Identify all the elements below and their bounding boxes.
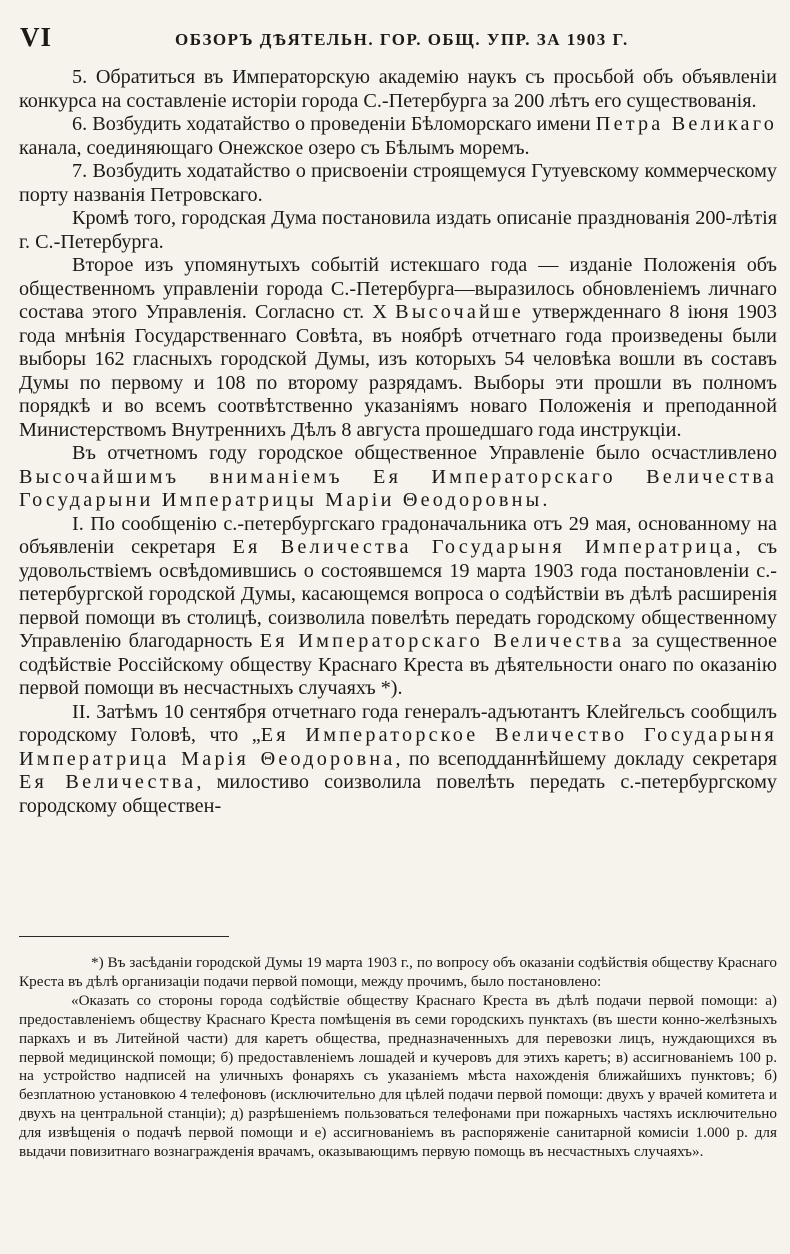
paragraph-text: Второе изъ упомянутыхъ событій истекшаго года — изданіе Положенія объ общественномъ управленіи города С.-Петербурга—выразилось обновленіемъ личнаго состава этого Управленія. Согласно ст. X: [19, 254, 777, 323]
paragraph-text: , милостиво соизволила повелѣть передать с.-петербургскому городскому обществен-: [19, 771, 777, 817]
spaced-title: Ея Императорскаго Величества: [259, 630, 625, 652]
paragraph-text: II. Затѣмъ 10 сентября отчетнаго года генералъ-адъютантъ Клейгельсъ сообщилъ городскому Головѣ, что „: [19, 700, 777, 746]
paragraph-text: , по всеподданнѣйшему докладу секретаря: [395, 747, 777, 770]
paragraph-text: за существенное содѣйствіе Россійскому обществу Краснаго Креста въ дѣятельности онаго по оказанію первой помощи въ несчастныхъ случаяхъ *).: [19, 630, 777, 699]
page-header: [20, 22, 772, 52]
paragraph-text: 6. Возбудить ходатайство о проведеніи Бѣломорскаго имени: [72, 113, 596, 135]
running-title: ОБЗОРЪ ДѢЯТЕЛЬН. ГОР. ОБЩ. УПР. ЗА 1903 Г.: [175, 30, 629, 49]
spaced-title: Ея Величества Государыня Императрица: [232, 536, 736, 558]
paragraph-text: утвержденнаго 8 іюня 1903 года мнѣнія Государственнаго Совѣта, въ ноябрѣ отчетнаго года произведены были выборы 162 гласныхъ городской Думы, изъ которыхъ 54 человѣка вошли въ составъ Думы по первому и 108 по второму разрядамъ. Выборы эти прошли въ полномъ порядкѣ и во всемъ соотвѣтственно указаніямъ новаго Положенія и преподанной Министерствомъ Внутреннихъ Дѣлъ 8 августа прошедшаго года инструкціи.: [19, 301, 777, 441]
paragraph-section-ii: [19, 701, 777, 819]
paragraph-text: канала, соединяющаго Онежское озеро съ Бѣлымъ моремъ.: [19, 136, 530, 159]
footnote-quote: «Оказать со стороны города содѣйствіе обществу Краснаго Креста въ дѣлѣ подачи первой помощи: а) предоставленіемъ обществу Краснаго Креста помѣщенія въ семи городскихъ пунктахъ (въ шести конно-желѣзныхъ паркахъ и въ Литейной части) для каретъ общества, предназначенныхъ для перевозки лицъ, нуждающихся въ первой медицинской помощи; б) предоставленіемъ лошадей и кучеровъ для этихъ каретъ; в) ассигнованіемъ 100 р. на устройство надписей на уличныхъ фонаряхъ съ указаніемъ мѣста нахожденія ближайшихъ пунктовъ; б) безплатною установкою 4 телефоновъ (исключительно для цѣлей подачи первой помощи: двухъ у врачей комитета и двухъ на центральной станціи); д) разрѣшеніемъ пользоваться телефонами при пожарныхъ частяхъ исключительно для извѣщенія о подачѣ первой помощи и е) ассигнованіемъ въ распоряженіе санитарной комисіи 1.000 р. для выдачи повизитнаго вознагражденія врачамъ, оказывающимъ первую помощь въ несчастныхъ случаяхъ».: [19, 991, 777, 1161]
paragraph-item-7: 7. Возбудить ходатайство о присвоеніи строящемуся Гутуевскому коммерческому порту названія Петровскаго.: [19, 160, 777, 206]
spaced-title: Ея Величества: [19, 771, 197, 793]
spaced-title: Ея Императорское Величество Государыня Императрица Марія Θеодоровна: [19, 724, 777, 770]
spaced-name: Петра Великаго: [595, 113, 777, 135]
spaced-word: Высочайше: [395, 301, 524, 323]
spaced-title: Высочайшимъ вниманіемъ Ея Императорскаго Величества Государыни Императрицы Маріи Θеодоровны.: [19, 465, 777, 511]
page-number: VI: [20, 22, 53, 52]
paragraph-text: , съ удовольствіемъ освѣдомившись о состоявшемся 19 марта 1903 года постановленіи с.-петербургской городской Думы, касающемся вопроса о содѣйствіи въ дѣлѣ расширенія первой помощи въ столицѣ, соизволила повелѣть передать городскому общественному Управленію благодарность: [19, 536, 778, 652]
footnote: [19, 954, 777, 1162]
footnote-intro: *) Въ засѣданіи городской Думы 19 марта 1903 г., по вопросу объ оказаніи содѣйствія обществу Краснаго Креста въ дѣлѣ организаціи подачи первой помощи, между прочимъ, было постановлено:: [19, 954, 777, 990]
paragraph-imperial-attention: [19, 442, 777, 513]
paragraph-section-i: [19, 513, 777, 701]
paragraph-text: Въ отчетномъ году городское общественное Управленіе было осчастливлено: [72, 442, 777, 464]
footnote-divider: [19, 936, 229, 937]
main-text: [19, 66, 777, 818]
paragraph-item-5: 5. Обратиться въ Императорскую академію наукъ съ просьбой объ объявленіи конкурса на составленіе исторіи города С.-Петербурга за 200 лѣтъ его существованія.: [19, 66, 777, 112]
paragraph-duma-description: Кромѣ того, городская Дума постановила издать описаніе празднованія 200-лѣтія г. С.-Петербурга.: [19, 207, 777, 253]
paragraph-text: I. По сообщенію с.-петербургскаго градоначальника отъ 29 мая, основанному на объявленіи секретаря: [19, 512, 777, 558]
paragraph-second-event: [19, 254, 777, 442]
paragraph-item-6: [19, 113, 777, 160]
